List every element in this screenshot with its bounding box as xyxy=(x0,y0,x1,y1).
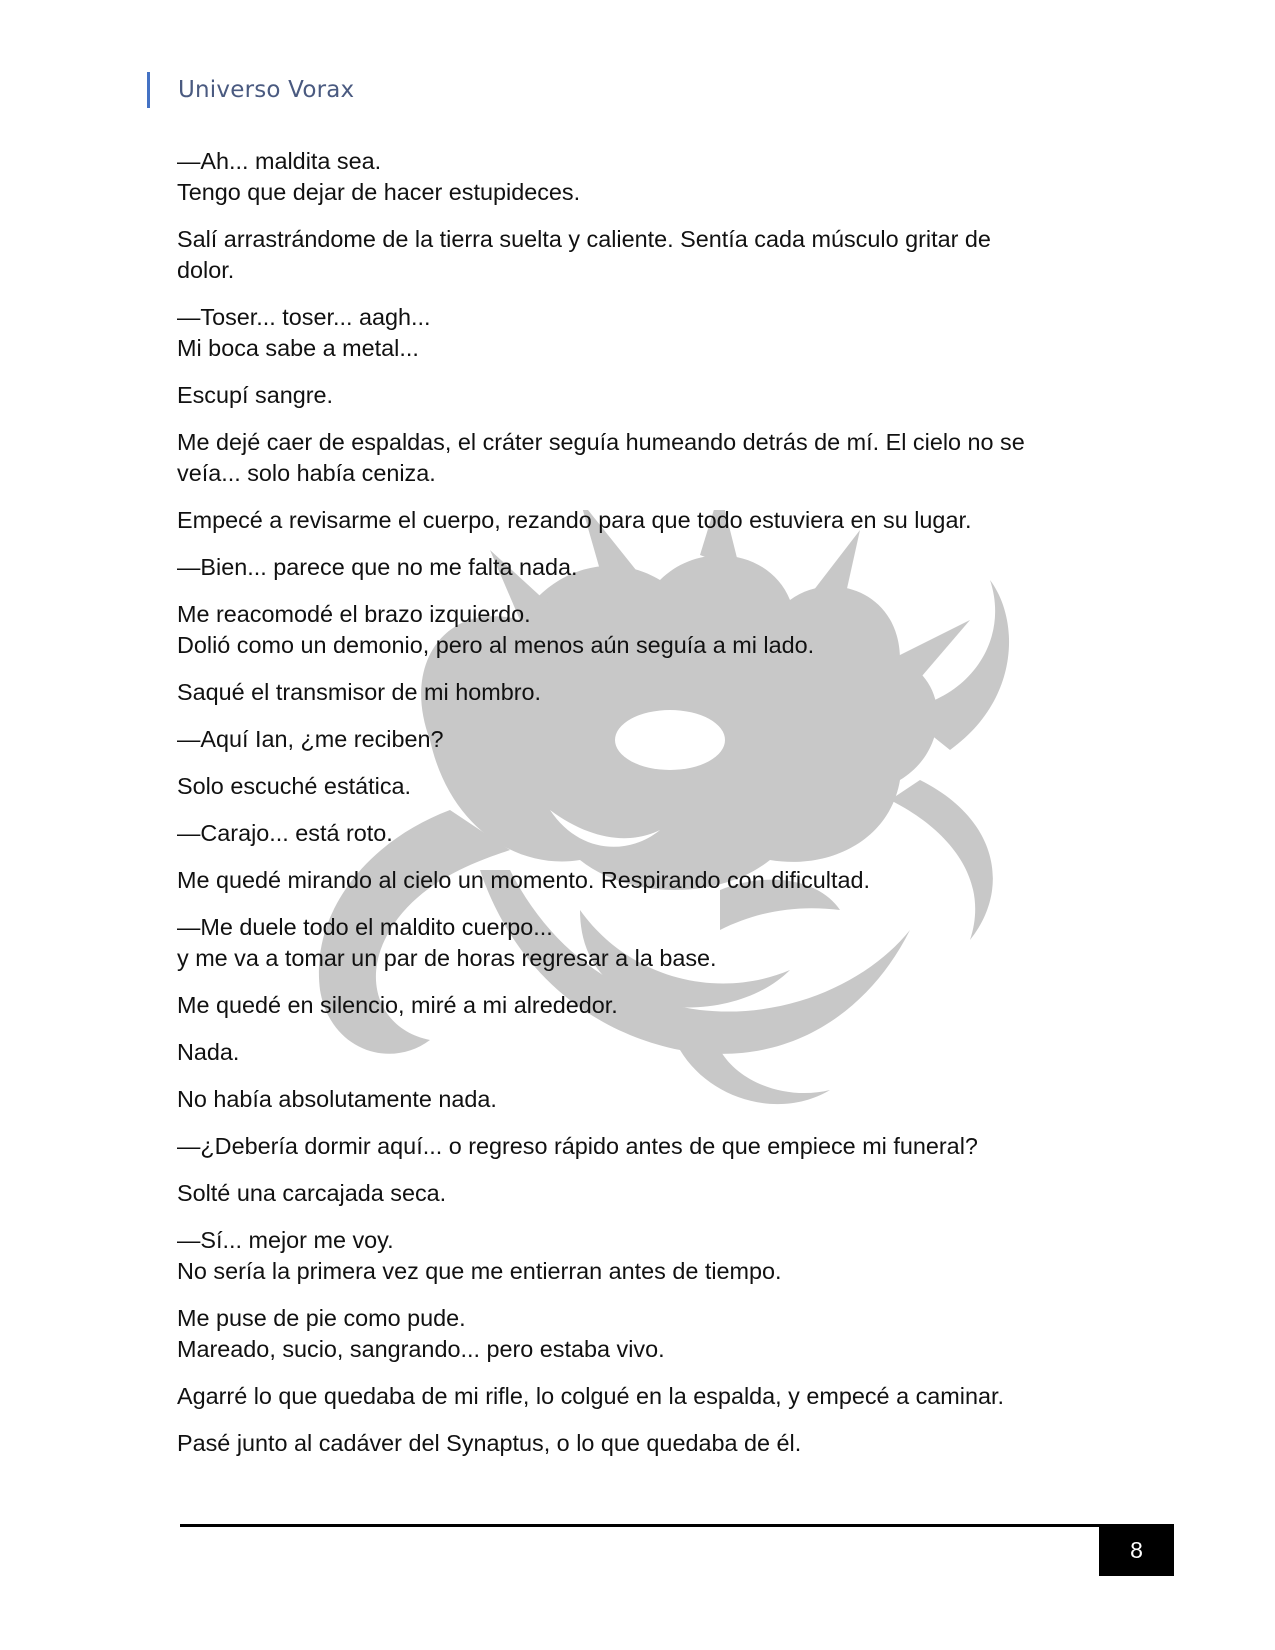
paragraph-line: Me quedé mirando al cielo un momento. Respirando con dificultad. xyxy=(177,867,871,893)
paragraph xyxy=(177,1225,1097,1287)
paragraph-line: y me va a tomar un par de horas regresar a la base. xyxy=(177,945,717,971)
paragraph-line: —¿Debería dormir aquí... o regreso rápido antes de que empiece mi funeral? xyxy=(177,1133,978,1159)
paragraph xyxy=(177,599,1097,661)
paragraph xyxy=(177,724,1097,755)
paragraph xyxy=(177,505,1097,536)
paragraph-line: —Ah... maldita sea. xyxy=(177,148,382,174)
paragraph-line: Solté una carcajada seca. xyxy=(177,1180,447,1206)
paragraph-line: Me reacomodé el brazo izquierdo. xyxy=(177,601,531,627)
paragraph-line: No sería la primera vez que me entierran antes de tiempo. xyxy=(177,1258,782,1284)
paragraph xyxy=(177,552,1097,583)
paragraph-line: No había absolutamente nada. xyxy=(177,1086,497,1112)
paragraph xyxy=(177,1381,1097,1412)
paragraph xyxy=(177,771,1097,802)
paragraph-line: —Aquí Ian, ¿me reciben? xyxy=(177,726,444,752)
paragraph-line: dolor. xyxy=(177,257,235,283)
paragraph-line: Salí arrastrándome de la tierra suelta y caliente. Sentía cada músculo gritar de xyxy=(177,226,991,252)
paragraph xyxy=(177,1178,1097,1209)
paragraph-line: —Carajo... está roto. xyxy=(177,820,393,846)
paragraph xyxy=(177,1428,1097,1459)
paragraph-line: Mi boca sabe a metal... xyxy=(177,335,419,361)
story-body xyxy=(177,146,1097,1475)
paragraph-line: veía... solo había ceniza. xyxy=(177,460,436,486)
paragraph xyxy=(177,1303,1097,1365)
paragraph xyxy=(177,990,1097,1021)
paragraph xyxy=(177,1131,1097,1162)
paragraph-line: Me quedé en silencio, miré a mi alrededor. xyxy=(177,992,618,1018)
paragraph-line: Nada. xyxy=(177,1039,240,1065)
paragraph-line: Saqué el transmisor de mi hombro. xyxy=(177,679,542,705)
footer-rule xyxy=(180,1524,1100,1527)
paragraph-line: —Me duele todo el maldito cuerpo... xyxy=(177,914,553,940)
paragraph-line: Dolió como un demonio, pero al menos aún seguía a mi lado. xyxy=(177,632,815,658)
header-title: Universo Vorax xyxy=(178,77,355,103)
page-number: 8 xyxy=(1099,1524,1174,1576)
paragraph xyxy=(177,677,1097,708)
paragraph-line: Pasé junto al cadáver del Synaptus, o lo que quedaba de él. xyxy=(177,1430,802,1456)
paragraph-line: Tengo que dejar de hacer estupideces. xyxy=(177,179,581,205)
paragraph xyxy=(177,224,1097,286)
paragraph xyxy=(177,146,1097,208)
paragraph-line: Escupí sangre. xyxy=(177,382,334,408)
paragraph-line: —Sí... mejor me voy. xyxy=(177,1227,394,1253)
paragraph xyxy=(177,865,1097,896)
paragraph xyxy=(177,912,1097,974)
paragraph-line: —Toser... toser... aagh... xyxy=(177,304,431,330)
paragraph-line: Agarré lo que quedaba de mi rifle, lo colgué en la espalda, y empecé a caminar. xyxy=(177,1383,1004,1409)
paragraph-line: —Bien... parece que no me falta nada. xyxy=(177,554,578,580)
paragraph-line: Mareado, sucio, sangrando... pero estaba vivo. xyxy=(177,1336,665,1362)
paragraph xyxy=(177,427,1097,489)
paragraph xyxy=(177,1084,1097,1115)
paragraph xyxy=(177,818,1097,849)
paragraph xyxy=(177,380,1097,411)
paragraph-line: Me puse de pie como pude. xyxy=(177,1305,466,1331)
running-header xyxy=(147,72,354,108)
paragraph-line: Empecé a revisarme el cuerpo, rezando para que todo estuviera en su lugar. xyxy=(177,507,972,533)
paragraph xyxy=(177,1037,1097,1068)
paragraph xyxy=(177,302,1097,364)
paragraph-line: Solo escuché estática. xyxy=(177,773,412,799)
paragraph-line: Me dejé caer de espaldas, el cráter seguía humeando detrás de mí. El cielo no se xyxy=(177,429,1025,455)
